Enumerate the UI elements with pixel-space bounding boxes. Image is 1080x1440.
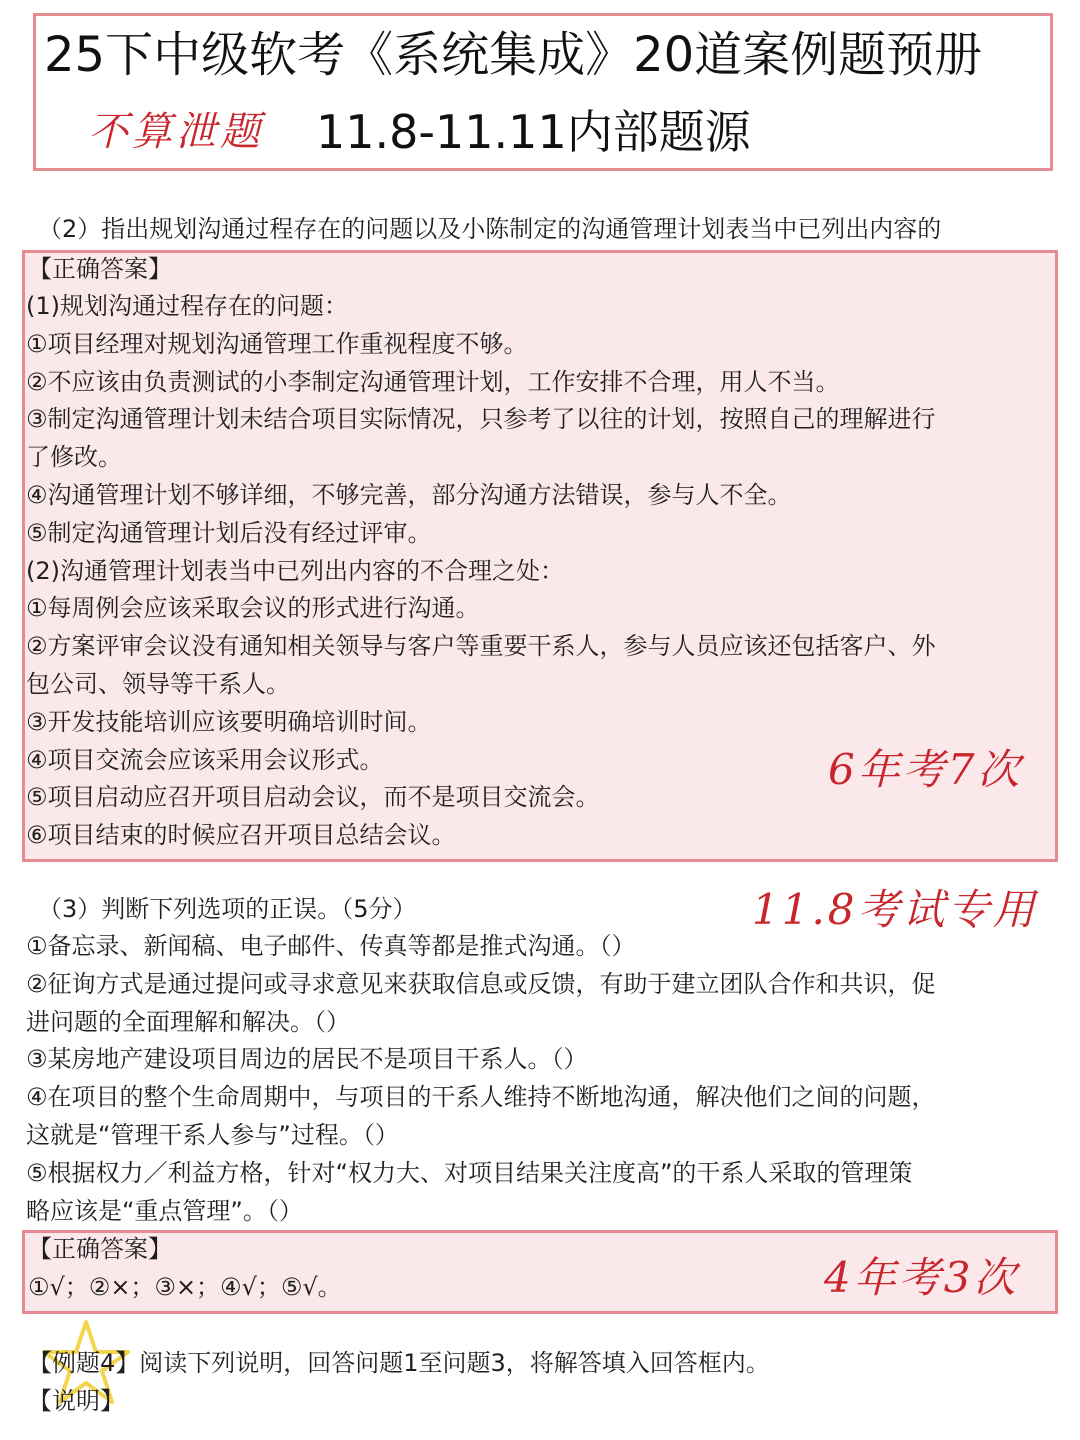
handwritten-not-leak-note: 不算泄题 xyxy=(88,109,264,155)
statement-line: 略应该是“重点管理”。（） xyxy=(26,1196,303,1225)
statement-line: 进问题的全面理解和解决。（） xyxy=(26,1007,350,1036)
answer-line: ④项目交流会应该采用会议形式。 xyxy=(26,745,384,774)
question-3-text: （3）判断下列选项的正误。（5分） xyxy=(38,895,417,923)
answer-line: ⑤项目启动应召开项目启动会议，而不是项目交流会。 xyxy=(26,783,600,812)
question-4-note-heading: 【说明】 xyxy=(28,1387,124,1415)
answer-line: ④沟通管理计划不够详细，不够完善，部分沟通方法错误，参与人不全。 xyxy=(26,481,792,509)
statement-line: ①备忘录、新闻稿、电子邮件、传真等都是推式沟通。（） xyxy=(26,932,636,960)
answer-line: (1)规划沟通过程存在的问题： xyxy=(26,292,348,320)
page-title: 25下中级软考《系统集成》20道案例题预册 xyxy=(44,27,983,83)
answer-line: ⑥项目结束的时候应召开项目总结会议。 xyxy=(26,821,456,850)
answer-line: 了修改。 xyxy=(26,443,122,472)
answer-line: 包公司、领导等干系人。 xyxy=(26,670,290,698)
answer-line: ③制定沟通管理计划未结合项目实际情况，只参考了以往的计划，按照自己的理解进行 xyxy=(26,405,936,434)
question-4-text: 【例题4】阅读下列说明，回答问题1至问题3，将解答填入回答框内。 xyxy=(28,1349,770,1377)
answer-line: ⑤制定沟通管理计划后没有经过评审。 xyxy=(26,518,432,547)
statement-line: ②征询方式是通过提问或寻求意见来获取信息或反馈，有助于建立团队合作和共识，促 xyxy=(26,969,936,998)
handwritten-frequency-note: 6年考7次 xyxy=(828,745,1023,794)
statement-line: ④在项目的整个生命周期中，与项目的干系人维持不断地沟通，解决他们之间的问题， xyxy=(26,1083,936,1112)
statement-line: 这就是“管理干系人参与”过程。（） xyxy=(26,1121,399,1149)
answer-line: ②不应该由负责测试的小李制定沟通管理计划，工作安排不合理，用人不当。 xyxy=(26,367,840,396)
answer-line: ①项目经理对规划沟通管理工作重视程度不够。 xyxy=(26,329,528,358)
answer-line: (2)沟通管理计划表当中已列出内容的不合理之处： xyxy=(26,556,564,585)
answer-line: ②方案评审会议没有通知相关领导与客户等重要干系人，参与人员应该还包括客户、外 xyxy=(26,632,936,661)
statement-line: ⑤根据权力／利益方格，针对“权力大、对项目结果关注度高”的干系人采取的管理策 xyxy=(26,1158,913,1187)
answer-line: ③开发技能培训应该要明确培训时间。 xyxy=(26,707,432,736)
answer-line: ①每周例会应该采取会议的形式进行沟通。 xyxy=(26,594,480,623)
handwritten-exam-note: 11.8考试专用 xyxy=(752,885,1038,934)
question-3-answer: ①√；②×；③×；④√；⑤√。 xyxy=(28,1273,342,1301)
question-2-text: （2）指出规划沟通过程存在的问题以及小陈制定的沟通管理计划表当中已列出内容的 xyxy=(38,215,942,243)
handwritten-answer-frequency-note: 4年考3次 xyxy=(824,1253,1019,1302)
title-banner xyxy=(33,13,1053,171)
source-date-range: 11.8-11.11内部题源 xyxy=(316,105,751,159)
question-3-answer-heading: 【正确答案】 xyxy=(28,1235,172,1263)
statement-line: ③某房地产建设项目周边的居民不是项目干系人。（） xyxy=(26,1045,588,1074)
question-2-answer-heading: 【正确答案】 xyxy=(28,255,172,283)
